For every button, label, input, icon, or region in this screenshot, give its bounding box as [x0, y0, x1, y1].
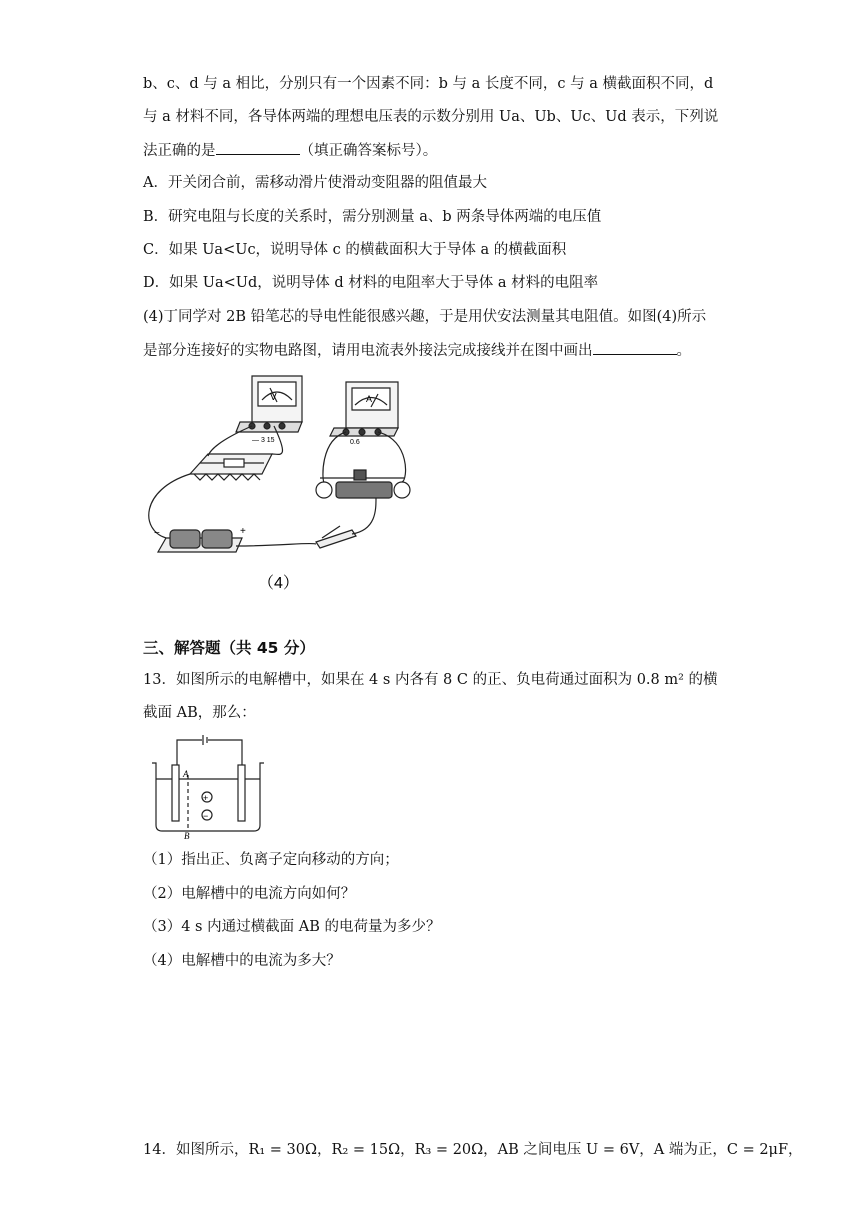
q12-option-d: D．如果 Ua<Ud，说明导体 d 材料的电阻率大于导体 a 材料的电阻率 [143, 275, 599, 291]
battery-holder-icon [158, 530, 242, 552]
q12-line-3-text: 法正确的是 [143, 143, 216, 159]
circuit-figure-4 [140, 370, 420, 600]
section-title: 三、解答题（共 45 分） [143, 639, 315, 657]
voltmeter-scale: — 3 15 [252, 437, 275, 444]
q13-stem-line-2: 截面 AB，那么： [143, 705, 256, 721]
electrolysis-figure [150, 735, 265, 840]
pencil-lead-board-icon [190, 454, 272, 480]
ammeter-icon [330, 382, 398, 436]
voltmeter-label: V [270, 392, 277, 403]
battery-plus: + [240, 526, 246, 537]
ammeter-scale: 0.6 [350, 439, 360, 446]
q13-stem-line-1: 13．如图所示的电解槽中，如果在 4 s 内各有 8 C 的正、负电荷通过面积为 0.8 m² 的横 [143, 672, 718, 688]
battery-minus: − [154, 528, 160, 539]
wire [323, 432, 346, 482]
wire [236, 543, 316, 546]
rheostat-icon [316, 470, 410, 498]
q12-line-2: 与 a 材料不同，各导体两端的理想电压表的示数分别用 Ua、Ub、Uc、Ud 表示，下列说 [143, 109, 719, 125]
q14-stem: 14．如图所示，R₁ = 30Ω，R₂ = 15Ω，R₃ = 20Ω，AB 之间电压 U = 6V，A 端为正，C = 2μF， [143, 1142, 803, 1158]
wire [378, 432, 406, 482]
answer-blank-part4[interactable] [593, 340, 677, 355]
q13-sub-1: （1）指出正、负离子定向移动的方向； [143, 852, 399, 868]
q13-sub-3: （3）4 s 内通过横截面 AB 的电荷量为多少？ [143, 919, 441, 935]
answer-blank-q12[interactable] [216, 140, 300, 155]
figure-caption: （4） [258, 575, 299, 592]
q12-option-a: A．开关闭合前，需移动滑片使滑动变阻器的阻值最大 [143, 175, 487, 191]
q12-line-3 [143, 140, 437, 161]
q12-option-b: B．研究电阻与长度的关系时，需分别测量 a、b 两条导体两端的电压值 [143, 209, 602, 225]
q12-part4-line-2 [143, 340, 691, 361]
q13-sub-4: （4）电解槽中的电流为多大？ [143, 953, 341, 969]
voltmeter-icon [236, 376, 302, 432]
q13-sub-2: （2）电解槽中的电流方向如何？ [143, 886, 356, 902]
negative-ion-icon: − [203, 811, 209, 821]
q12-line-1: b、c、d 与 a 相比，分别只有一个因素不同：b 与 a 长度不同，c 与 a 横截面积不同，d [143, 76, 714, 92]
q12-part4-tail: 。 [676, 343, 691, 359]
q12-option-c: C．如果 Ua<Uc，说明导体 c 的横截面积大于导体 a 的横截面积 [143, 242, 567, 258]
label-b: B [184, 831, 190, 840]
ammeter-label: A [366, 394, 373, 404]
label-a: A [183, 769, 189, 779]
positive-ion-icon: + [203, 793, 209, 803]
q12-line-3-tail: （填正确答案标号）。 [299, 143, 438, 159]
q12-part4-text: 是部分连接好的实物电路图，请用电流表外接法完成接线并在图中画出 [143, 343, 593, 359]
wire [352, 498, 376, 534]
switch-icon [316, 526, 356, 548]
q12-part4-line-1: (4)丁同学对 2B 铅笔芯的导电性能很感兴趣，于是用伏安法测量其电阻值。如图(4)所示 [143, 309, 707, 325]
